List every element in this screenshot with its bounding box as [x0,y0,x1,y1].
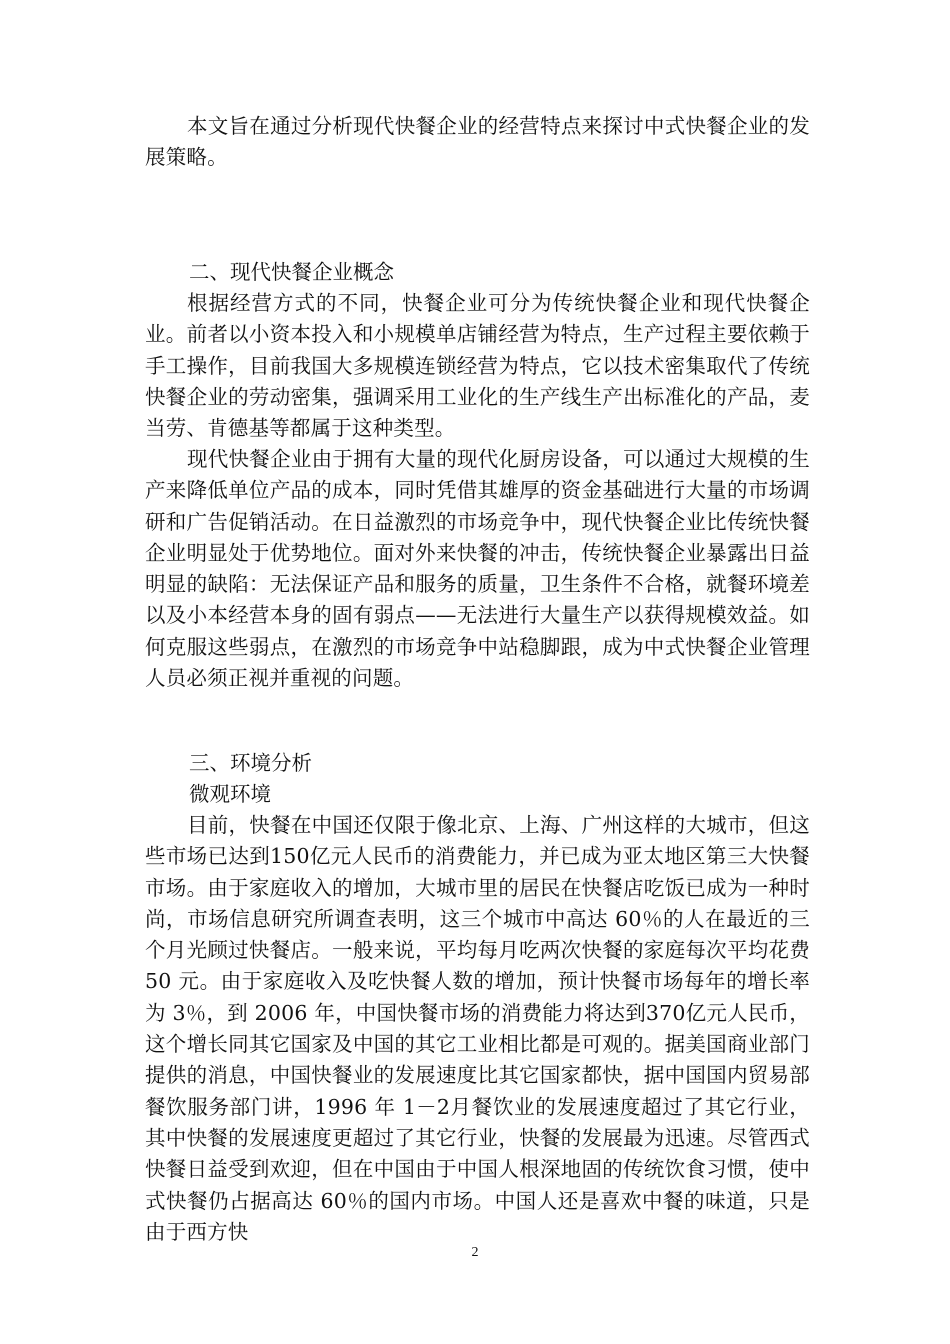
section-two-heading: 二、现代快餐企业概念 [189,260,394,284]
section-three-subheading: 微观环境 [189,782,271,806]
intro-paragraph: 本文旨在通过分析现代快餐企业的经营特点来探讨中式快餐企业的发展策略。 [145,114,810,170]
section-two-paragraph-1: 根据经营方式的不同，快餐企业可分为传统快餐企业和现代快餐企业。前者以小资本投入和小规模单店铺经营为特点，生产过程主要依赖于手工操作，目前我国大多规模连锁经营为特点，它以技术密集取代了传统快餐企业的劳动密集，强调采用工业化的生产线生产出标准化的产品，麦当劳、肯德基等都属于这种类型。 [145,291,810,441]
section-two-paragraph-2: 现代快餐企业由于拥有大量的现代化厨房设备，可以通过大规模的生产来降低单位产品的成本，同时凭借其雄厚的资金基础进行大量的市场调研和广告促销活动。在日益激烈的市场竞争中，现代快餐企业比传统快餐企业明显处于优势地位。面对外来快餐的冲击，传统快餐企业暴露出日益明显的缺陷：无法保证产品和服务的质量，卫生条件不合格，就餐环境差以及小本经营本身的固有弱点——无法进行大量生产以获得规模效益。如何克服这些弱点，在激烈的市场竞争中站稳脚跟，成为中式快餐企业管理人员必须正视并重视的问题。 [145,447,810,691]
page-number: 2 [471,1245,479,1260]
section-three-paragraph-1: 目前，快餐在中国还仅限于像北京、上海、广州这样的大城市，但这些市场已达到150亿元人民币的消费能力，并已成为亚太地区第三大快餐市场。由于家庭收入的增加，大城市里的居民在快餐店吃饭已成为一种时尚，市场信息研究所调查表明，这三个城市中高达 60％的人在最近的三个月光顾过快餐店。一般来说，平均每月吃两次快餐的家庭每次平均花费 50 元。由于家庭收入及吃快餐人数的增加，预计快餐市场每年的增长率为 3％，到 2006 年，中国快餐市场的消费能力将达到370亿元人民币，这个增长同其它国家及中国的其它工业相比都是可观的。据美国商业部门提供的消息，中国快餐业的发展速度比其它国家都快，据中国国内贸易部餐饮服务部门讲，1996 年 1－2月餐饮业的发展速度超过了其它行业，其中快餐的发展速度更超过了其它行业，快餐的发展最为迅速。尽管西式快餐日益受到欢迎，但在中国由于中国人根深地固的传统饮食习惯，使中式快餐仍占据高达 60％的国内市场。中国人还是喜欢中餐的味道，只是由于西方快 [145,813,810,1244]
section-three-heading: 三、环境分析 [189,751,312,775]
